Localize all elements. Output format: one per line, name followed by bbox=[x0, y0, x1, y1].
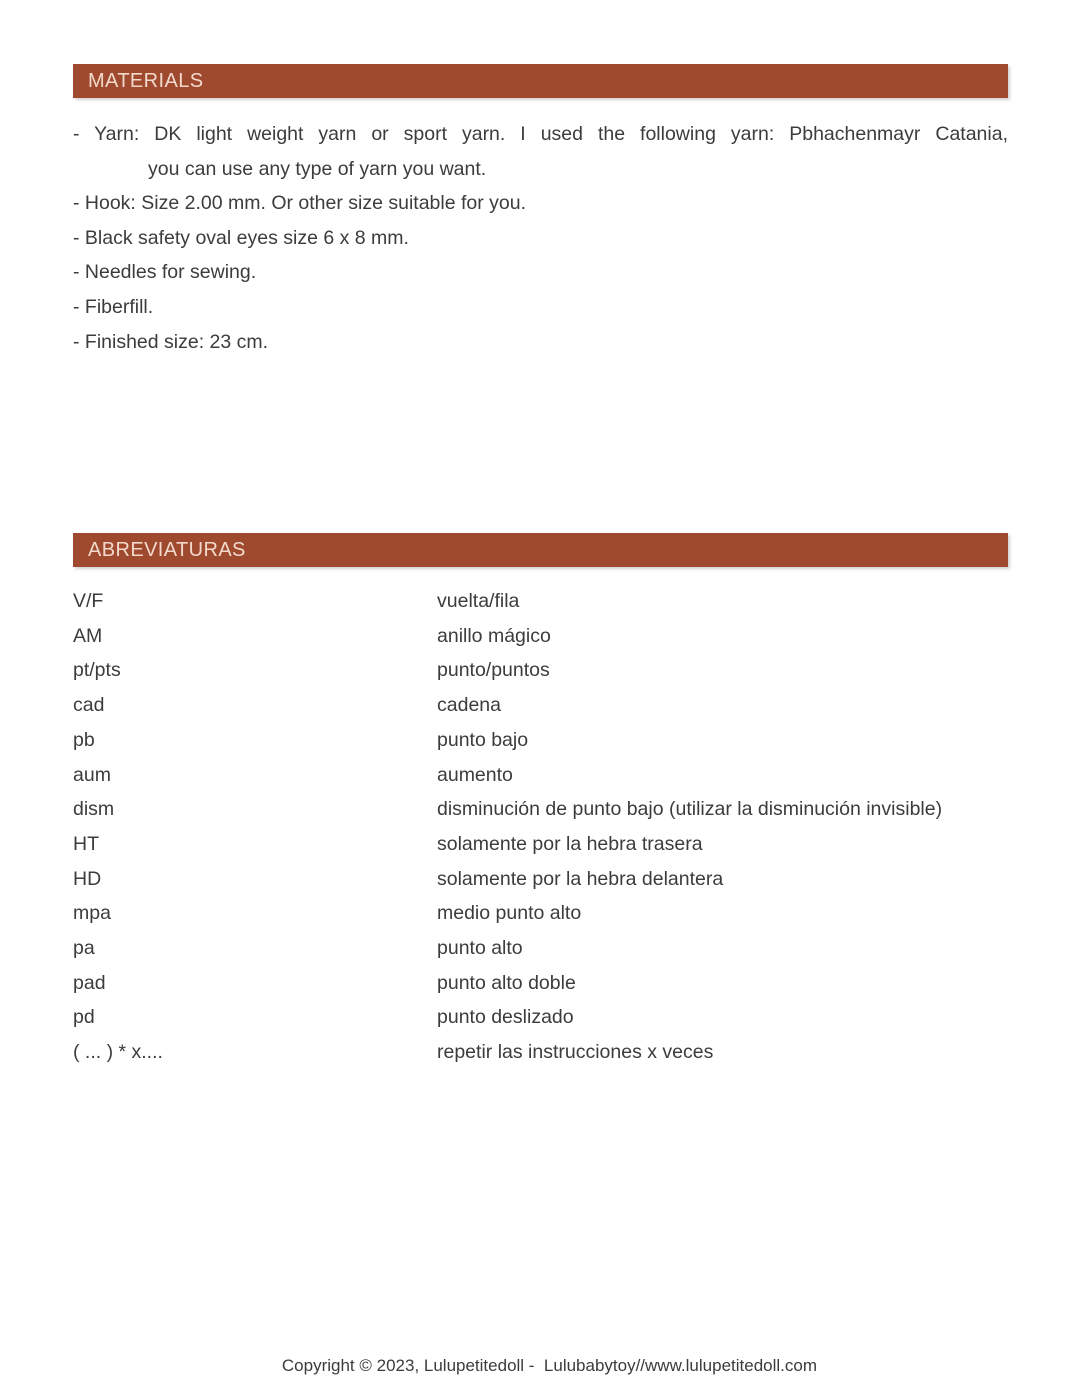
abbreviation-row bbox=[73, 1035, 1008, 1070]
abbreviation-term: aum bbox=[73, 763, 111, 786]
abbreviation-term: HT bbox=[73, 832, 99, 855]
abbreviation-term: pad bbox=[73, 971, 106, 994]
material-item-yarn-line2: you can use any type of yarn you want. bbox=[148, 157, 487, 180]
abbreviations-header-bar bbox=[73, 533, 1008, 567]
abbreviation-row bbox=[73, 896, 1008, 931]
abbreviation-row bbox=[73, 827, 1008, 862]
abbreviation-row bbox=[73, 862, 1008, 897]
abbreviations-table bbox=[73, 584, 1008, 1070]
abbreviation-meaning: punto bajo bbox=[437, 728, 529, 751]
material-item-yarn-line1: - Yarn: DK light weight yarn or sport yarn. I used the following yarn: Pbhachenmayr Catania, bbox=[73, 123, 1008, 145]
abbreviation-meaning: punto alto doble bbox=[437, 971, 576, 994]
abbreviation-meaning: cadena bbox=[437, 694, 501, 717]
abbreviation-term: HD bbox=[73, 867, 102, 890]
abbreviation-row bbox=[73, 688, 1008, 723]
material-item-eyes: - Black safety oval eyes size 6 x 8 mm. bbox=[73, 226, 409, 249]
abbreviation-term: pt/pts bbox=[73, 659, 121, 682]
abbreviation-term: mpa bbox=[73, 902, 111, 925]
abbreviation-meaning: punto alto bbox=[437, 937, 523, 960]
abbreviation-row bbox=[73, 723, 1008, 758]
abbreviation-term: ( ... ) * x.... bbox=[73, 1041, 163, 1064]
abbreviation-row bbox=[73, 792, 1008, 827]
abbreviation-term: pb bbox=[73, 728, 95, 751]
abbreviation-term: pd bbox=[73, 1006, 95, 1029]
material-item-needles: - Needles for sewing. bbox=[73, 261, 257, 284]
abbreviation-row bbox=[73, 584, 1008, 619]
abbreviation-row bbox=[73, 966, 1008, 1001]
abbreviation-row bbox=[73, 758, 1008, 793]
abbreviation-meaning: vuelta/fila bbox=[437, 590, 520, 612]
abbreviation-row bbox=[73, 619, 1008, 654]
abbreviation-row bbox=[73, 931, 1008, 966]
abbreviations-header-title: ABREVIATURAS bbox=[88, 538, 246, 561]
materials-header-bar bbox=[73, 64, 1008, 98]
abbreviation-meaning: medio punto alto bbox=[437, 902, 582, 925]
abbreviation-term: dism bbox=[73, 798, 115, 821]
abbreviation-term: cad bbox=[73, 694, 105, 717]
abbreviation-meaning: solamente por la hebra delantera bbox=[437, 867, 724, 890]
abbreviation-row bbox=[73, 653, 1008, 688]
abbreviation-meaning: punto/puntos bbox=[437, 659, 550, 682]
materials-header-title: MATERIALS bbox=[88, 69, 204, 92]
abbreviation-term: AM bbox=[73, 624, 103, 647]
abbreviation-meaning: anillo mágico bbox=[437, 624, 551, 647]
abbreviation-meaning: solamente por la hebra trasera bbox=[437, 832, 703, 855]
copyright-text: Copyright © 2023, Lulupetitedoll - Lulubabytoy//www.lulupetitedoll.com bbox=[281, 1356, 818, 1375]
abbreviation-meaning: punto deslizado bbox=[437, 1006, 574, 1029]
abbreviation-term: V/F bbox=[73, 590, 104, 612]
abbreviation-meaning: repetir las instrucciones x veces bbox=[437, 1041, 714, 1064]
abbreviation-meaning: disminución de punto bajo (utilizar la disminución invisible) bbox=[437, 798, 943, 821]
material-item-fiberfill: - Fiberfill. bbox=[73, 295, 154, 318]
materials-list bbox=[73, 117, 1008, 359]
abbreviation-meaning: aumento bbox=[437, 763, 513, 786]
abbreviation-term: pa bbox=[73, 937, 95, 960]
abbreviation-row bbox=[73, 1000, 1008, 1035]
page-footer bbox=[0, 1336, 1080, 1383]
material-item-hook: - Hook: Size 2.00 mm. Or other size suitable for you. bbox=[73, 192, 527, 215]
material-item-finished-size: - Finished size: 23 cm. bbox=[73, 330, 269, 353]
